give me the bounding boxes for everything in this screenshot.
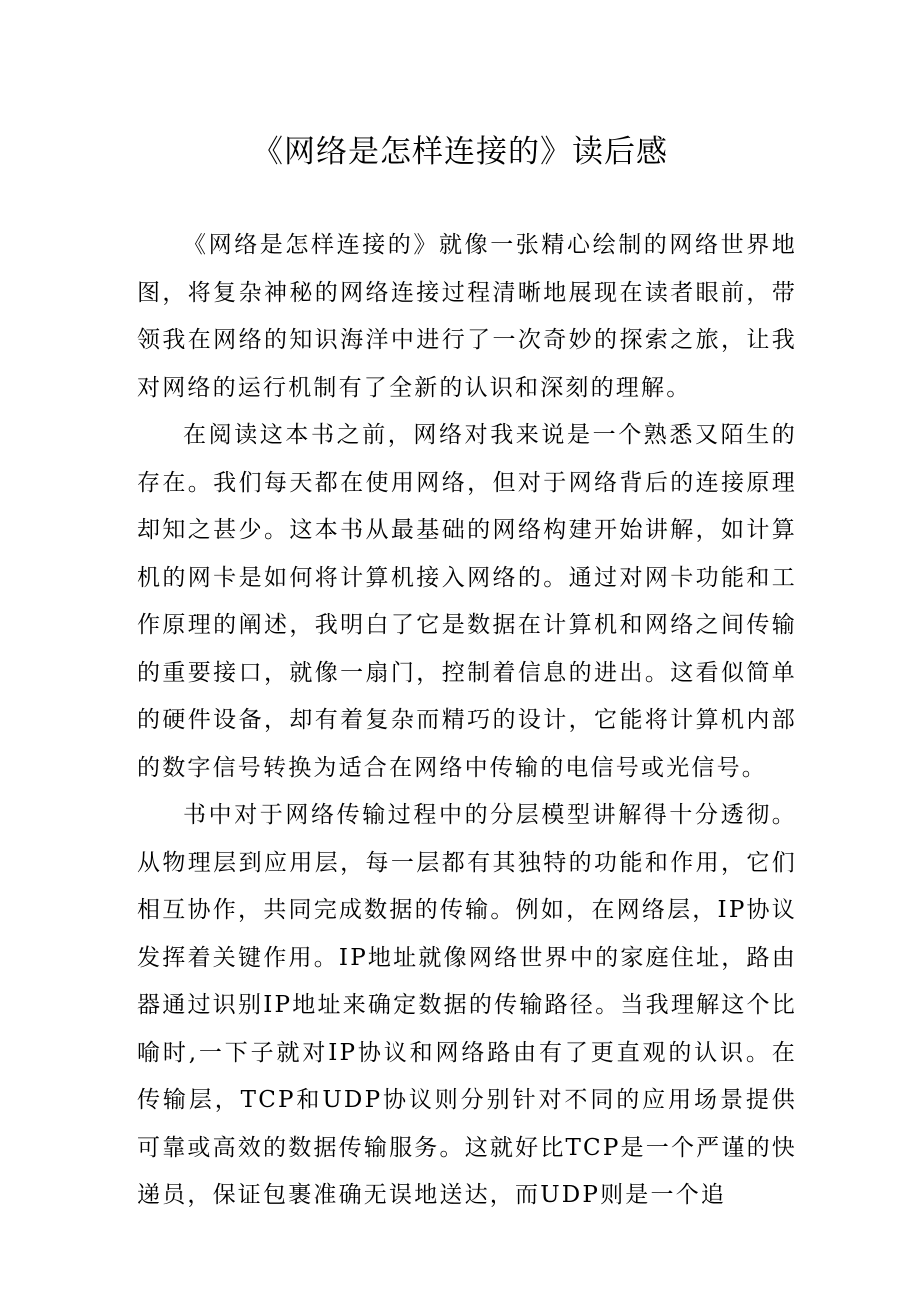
paragraph-3: 书中对于网络传输过程中的分层模型讲解得十分透彻。从物理层到应用层，每一层都有其独特的功能和作用，它们相互协作，共同完成数据的传输。例如，在网络层，IP协议发挥着关键作用。IP地址就像网络世界中的家庭住址，路由器通过识别IP地址来确定数据的传输路径。当我理解这个比喻时,一下子就对IP协议和网络路由有了更直观的认识。在传输层，TCP和UDP协议则分别针对不同的应用场景提供可靠或高效的数据传输服务。这就好比TCP是一个严谨的快递员，保证包裹准确无误地送达，而UDP则是一个追 <box>137 802 797 1208</box>
document-title: 《网络是怎样连接的》读后感 <box>252 134 668 170</box>
paragraph-2: 在阅读这本书之前，网络对我来说是一个熟悉又陌生的存在。我们每天都在使用网络，但对于网络背后的连接原理却知之甚少。这本书从最基础的网络构建开始讲解，如计算机的网卡是如何将计算机接入网络的。通过对网卡功能和工作原理的阐述，我明白了它是数据在计算机和网络之间传输的重要接口，就像一扇门，控制着信息的进出。这看似简单的硬件设备，却有着复杂而精巧的设计，它能将计算机内部的数字信号转换为适合在网络中传输的电信号或光信号。 <box>137 422 797 781</box>
paragraph-1: 《网络是怎样连接的》就像一张精心绘制的网络世界地图，将复杂神秘的网络连接过程清晰地展现在读者眼前，带领我在网络的知识海洋中进行了一次奇妙的探索之旅，让我对网络的运行机制有了全新的认识和深刻的理解。 <box>137 232 797 401</box>
document-body <box>137 222 797 1220</box>
